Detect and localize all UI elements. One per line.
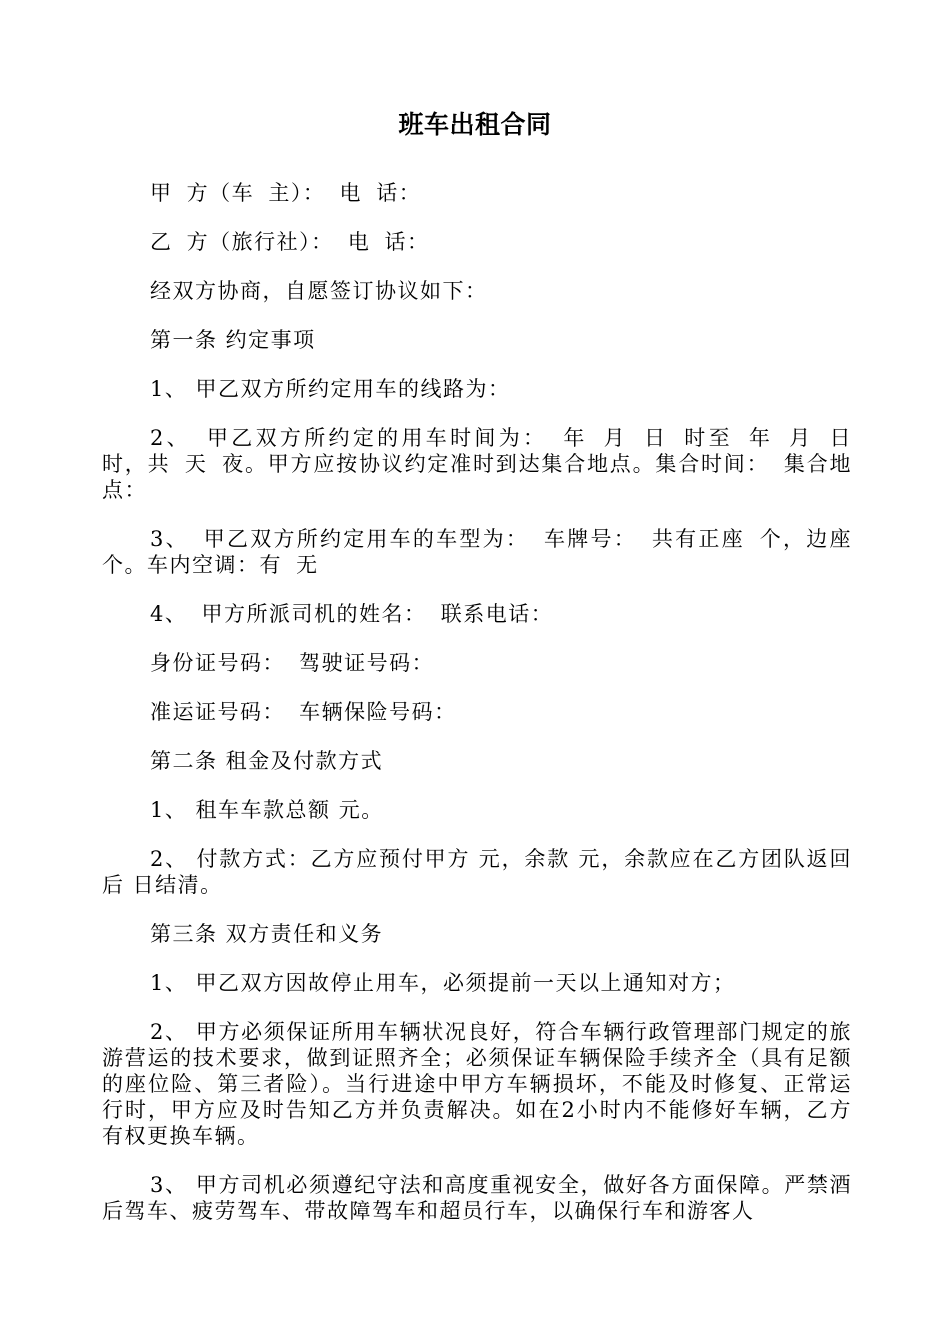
article-3-item-2: 2、 甲方必须保证所用车辆状况良好，符合车辆行政管理部门规定的旅游营运的技术要求，做到证照齐全；必须保证车辆保险手续齐全（具有足额的座位险、第三者险）。当行进途中甲方车辆损坏，不能及时修复、正常运行时，甲方应及时告知乙方并负责解决。如在2小时内不能修好车辆，乙方有权更换车辆。	[102, 1020, 852, 1148]
article-1-item-2: 2、 甲乙双方所约定的用车时间为： 年 月 日 时至 年 月 日 时，共 天 夜。甲方应按协议约定准时到达集合地点。集合时间： 集合地点：	[102, 426, 852, 502]
article-3-item-3: 3、 甲方司机必须遵纪守法和高度重视安全，做好各方面保障。严禁酒后驾车、疲劳驾车、带故障驾车和超员行车，以确保行车和游客人	[102, 1173, 852, 1223]
agreement-intro: 经双方协商，自愿签订协议如下：	[150, 279, 488, 303]
article-1-item-4: 4、 甲方所派司机的姓名： 联系电话：	[150, 602, 554, 626]
article-3-item-1: 1、 甲乙双方因故停止用车，必须提前一天以上通知对方；	[150, 971, 736, 995]
permit-insurance-line: 准运证号码： 车辆保险号码：	[150, 700, 457, 724]
article-1-heading: 第一条 约定事项	[150, 328, 316, 352]
document-title: 班车出租合同	[398, 110, 552, 139]
article-3-heading: 第三条 双方责任和义务	[150, 922, 384, 946]
article-2-item-1: 1、 租车车款总额 元。	[150, 798, 384, 822]
article-2-item-2: 2、 付款方式：乙方应预付甲方 元，余款 元，余款应在乙方团队返回后 日结清。	[102, 847, 852, 897]
id-license-line: 身份证号码： 驾驶证号码：	[150, 651, 435, 675]
article-2-heading: 第二条 租金及付款方式	[150, 749, 384, 773]
article-1-item-1: 1、 甲乙双方所约定用车的线路为：	[150, 377, 511, 401]
article-1-item-3: 3、 甲乙双方所约定用车的车型为： 车牌号： 共有正座 个，边座 个。车内空调：有 无	[102, 527, 852, 577]
party-b-line: 乙 方（旅行社）： 电 话：	[150, 230, 430, 254]
document-body	[102, 180, 852, 1247]
party-a-line: 甲 方（车 主）： 电 话：	[150, 181, 422, 205]
